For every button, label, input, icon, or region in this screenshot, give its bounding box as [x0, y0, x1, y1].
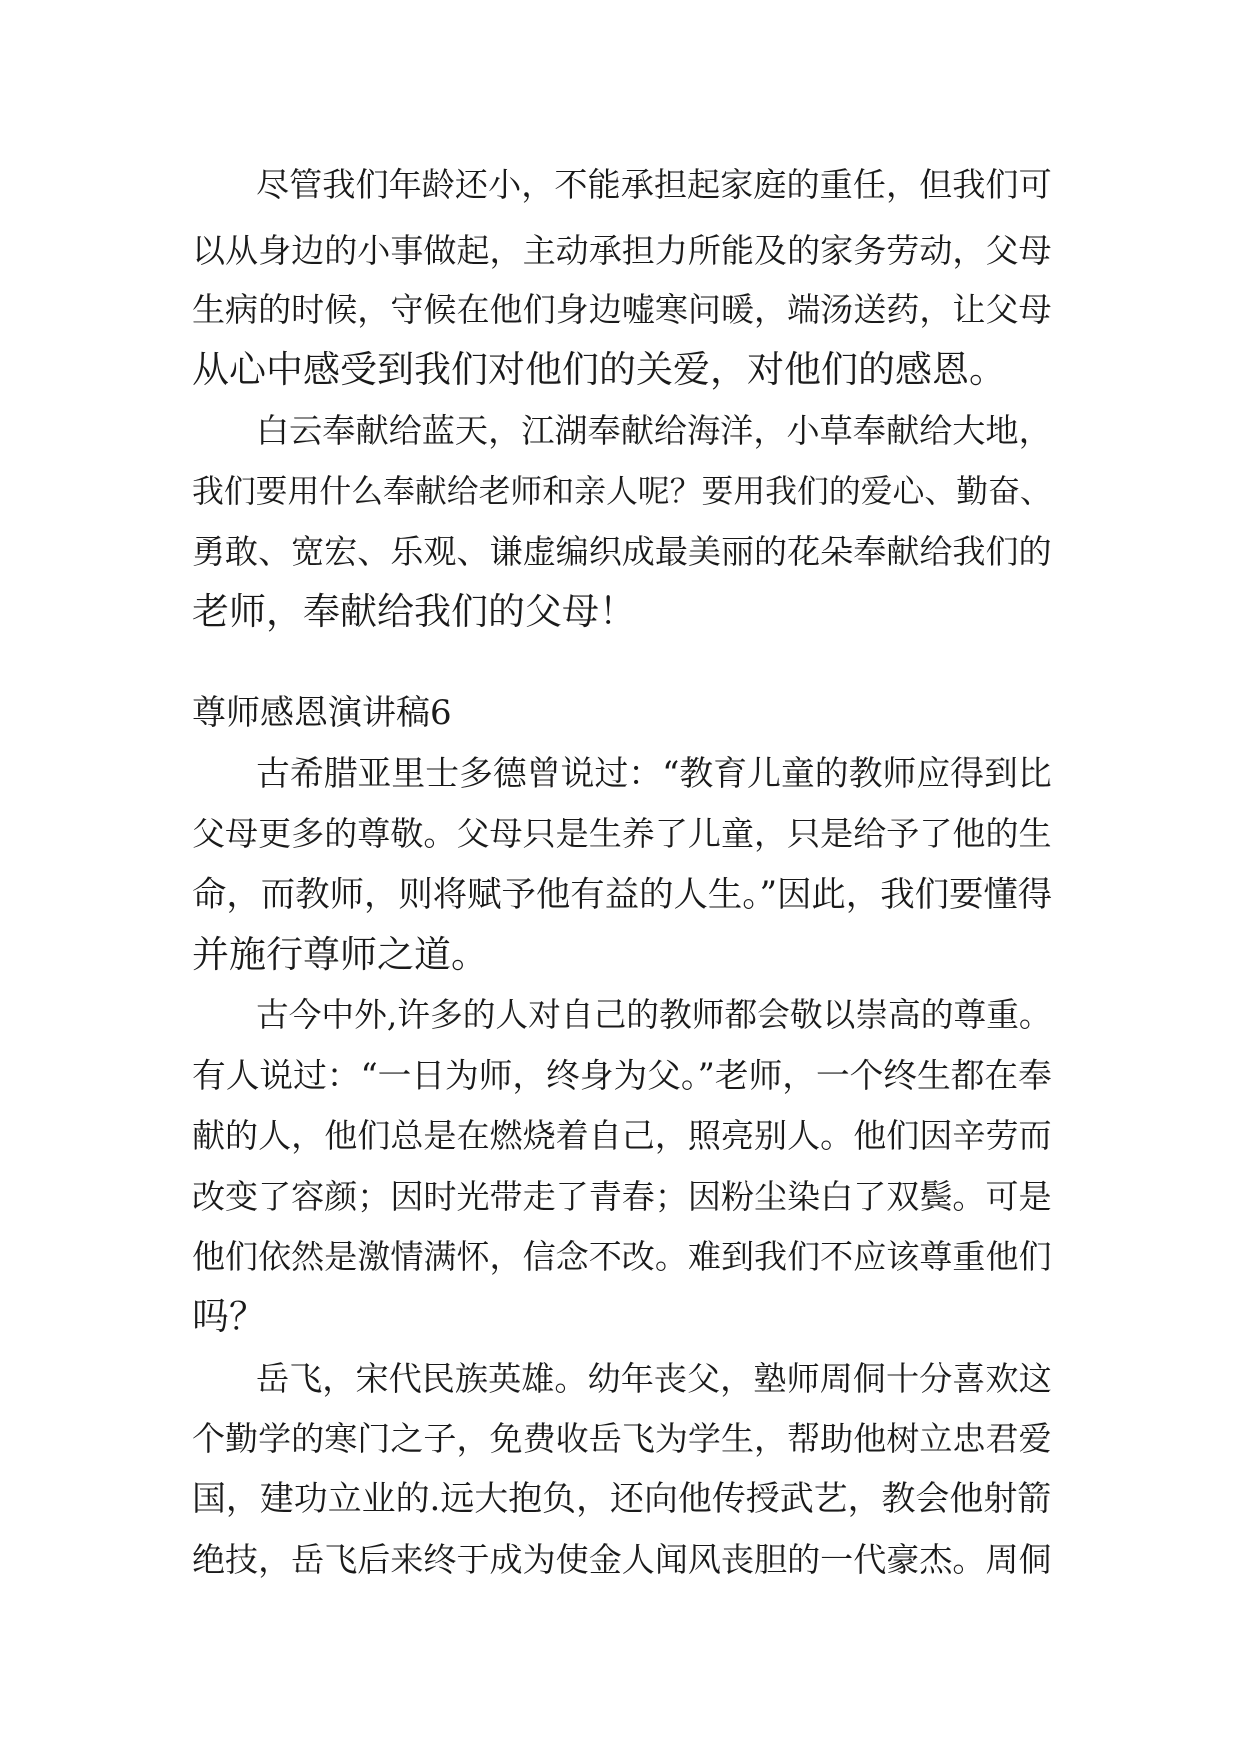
- paragraph-line: 绝技，岳飞后来终于成为使金人闻风丧胆的一代豪杰。周侗: [192, 1540, 1052, 1579]
- paragraph-line: 有人说过：“一日为师，终身为父。”老师，一个终生都在奉: [192, 1056, 1052, 1095]
- paragraph-line: 古今中外,许多的人对自己的教师都会敬以崇高的尊重。: [256, 996, 1052, 1034]
- paragraph-line: 白云奉献给蓝天，江湖奉献给海洋，小草奉献给大地，: [256, 411, 1052, 450]
- paragraph-line: 生病的时候，守候在他们身边嘘寒问暖，端汤送药，让父母: [192, 290, 1052, 329]
- paragraph-line: 吗？: [192, 1295, 266, 1338]
- paragraph-line: 命，而教师，则将赋予他有益的人生。”因此，我们要懂得: [192, 875, 1053, 915]
- paragraph-line: 国，建功立业的.远大抱负，还向他传授武艺，教会他射箭: [192, 1479, 1052, 1519]
- paragraph-line: 父母更多的尊敬。父母只是生养了儿童，只是给予了他的生: [192, 814, 1052, 853]
- paragraph-line: 岳飞，宋代民族英雄。幼年丧父，塾师周侗十分喜欢这: [256, 1359, 1052, 1398]
- paragraph-line: 献的人，他们总是在燃烧着自己，照亮别人。他们因辛劳而: [192, 1116, 1052, 1155]
- paragraph-line: 改变了容颜；因时光带走了青春；因粉尘染白了双鬓。可是: [192, 1177, 1052, 1216]
- paragraph-line: 古希腊亚里士多德曾说过：“教育儿童的教师应得到比: [256, 754, 1052, 793]
- paragraph-line: 勇敢、宽宏、乐观、谦虚编织成最美丽的花朵奉献给我们的: [192, 532, 1052, 571]
- section-title: 尊师感恩演讲稿6: [192, 693, 452, 733]
- paragraph-line: 我们要用什么奉献给老师和亲人呢？要用我们的爱心、勤奋、: [192, 472, 1052, 510]
- paragraph-line: 以从身边的小事做起，主动承担力所能及的家务劳动，父母: [192, 231, 1052, 270]
- paragraph-line: 老师，奉献给我们的父母！: [192, 590, 636, 633]
- paragraph-line: 尽管我们年龄还小，不能承担起家庭的重任，但我们可: [256, 165, 1052, 204]
- paragraph-line: 他们依然是激情满怀，信念不改。难到我们不应该尊重他们: [192, 1237, 1052, 1276]
- paragraph-line: 并施行尊师之道。: [192, 933, 488, 976]
- paragraph-line: 个勤学的寒门之子，免费收岳飞为学生，帮助他树立忠君爱: [192, 1419, 1052, 1458]
- paragraph-line: 从心中感受到我们对他们的关爱，对他们的感恩。: [192, 348, 1006, 391]
